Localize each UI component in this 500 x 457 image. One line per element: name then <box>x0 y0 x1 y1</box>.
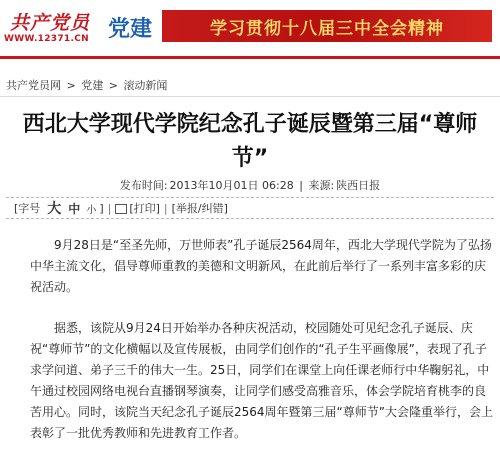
font-size-small-button[interactable]: 小 <box>86 204 97 216</box>
site-logo[interactable] <box>4 4 109 48</box>
banner[interactable] <box>162 10 492 42</box>
header-divider <box>0 56 500 59</box>
article-paragraph: 9月28日是“至圣先师，万世师表”孔子诞辰2564周年，西北大学现代学院为了弘扬中华主流文化，倡导尊师重教的美德和文明新风，在此前后举行了一系列丰富多彩的庆祝活动。 <box>30 238 492 294</box>
channel-name[interactable]: 党建 <box>108 17 153 42</box>
breadcrumb-separator: > <box>108 79 118 92</box>
breadcrumb-separator: > <box>66 79 76 92</box>
logo-url: WWW.12371.CN <box>4 34 89 44</box>
source-name: 陕西日报 <box>336 179 381 192</box>
font-size-bracket-open: [ <box>14 201 19 215</box>
print-button[interactable]: [打印] <box>129 202 160 215</box>
article-meta <box>0 177 500 193</box>
font-size-medium-button[interactable]: 中 <box>68 201 81 216</box>
breadcrumb <box>6 77 167 93</box>
banner-text: 学习贯彻十八届三中全会精神 <box>210 18 444 39</box>
source-label: 来源: <box>308 179 335 192</box>
logo-title: 共产党员 <box>10 12 91 34</box>
font-size-large-button[interactable]: 大 <box>47 201 62 217</box>
toolbar-divider: | <box>163 201 168 215</box>
meta-divider: | <box>299 179 303 192</box>
printer-icon[interactable] <box>115 204 127 214</box>
article-paragraph: 据悉，该院从9月24日开始举办各种庆祝活动，校园随处可见纪念孔子诞辰、庆祝“尊师节”的文化横幅以及宣传展板，由同学们创作的“孔子生平画像展”，表现了孔子求学问道、弟子三千的伟大一生。25日，同学们在课堂上向任课老师行中华鞠躬礼，中午通过校园网络电视台直播钢琴演奏，让同学们感受高雅音乐，体会学院培育桃李的良苦用心。同时，该院当天纪念孔子诞辰2564周年暨第三届“尊师节”大会隆重举行，会上表彰了一批优秀教师和先进教育工作者。 <box>30 321 493 440</box>
breadcrumb-home[interactable]: 共产党员网 <box>6 79 61 92</box>
breadcrumb-party[interactable]: 党建 <box>81 79 104 92</box>
breadcrumb-divider <box>0 96 500 97</box>
publish-time: 2013年10月01日 06:28 <box>169 179 294 192</box>
font-size-bracket-close: ] <box>99 201 104 215</box>
breadcrumb-news[interactable]: 滚动新闻 <box>123 79 168 92</box>
font-size-label: 字号 <box>18 202 41 215</box>
article-title: 西北大学现代学院纪念孔子诞辰暨第三届“尊师节” <box>22 112 478 171</box>
report-button[interactable]: [举报/纠错] <box>171 202 228 215</box>
toolbar-divider: | <box>107 201 112 215</box>
article-toolbar <box>6 197 494 219</box>
page-header <box>0 0 500 60</box>
publish-time-label: 发布时间: <box>119 179 168 192</box>
